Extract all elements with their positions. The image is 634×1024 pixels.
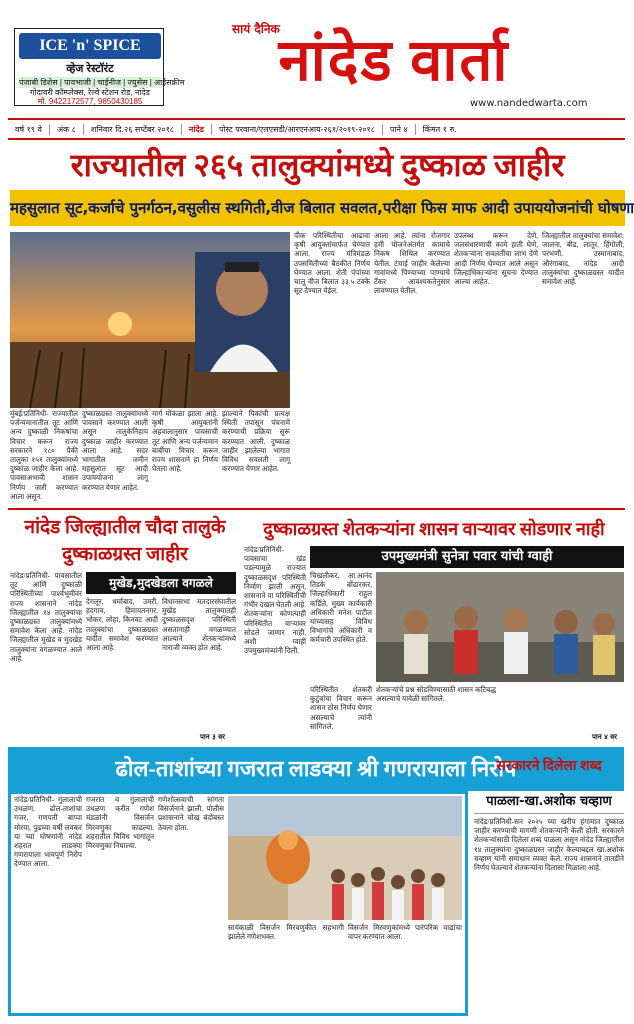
nanded-continued: पान ३ वर <box>200 733 225 741</box>
lead-col-6: आला आहे. त्यांना रोजगार हमी योजनेअंतर्गत कामाचे निकष शिथिल करण्यात येतील. टंचाई जाहीर केलेल्या गावांमध्ये पिण्याच्या पाण्याचे टँकर आवश्यकतेनुसार लावण्यात येतील. <box>374 232 450 296</box>
nanded-col-2: देगलूर, धर्माबाद, उमरी, हदगाव, हिमायतनगर, भोकर, लोहा, किनवट आदी तालुक्यांचा दुष्काळग्रस्त यादीत समावेश करण्यात आला आहे. <box>86 598 158 653</box>
ad-line-2: गोदावरी कॉम्प्लेक्स, रेल्वे स्टेशन रोड, नांदेड <box>30 88 150 97</box>
divider <box>8 508 625 510</box>
chavan-body: नांदेड/प्रतिनिधी-सन २०२५ च्या खरीप हंगामात दुष्काळ जाहीर करण्याची मागणी शेतकऱ्यांनी केली होती. सरकारने शेतकऱ्यांसाठी दिलेला शब्द पाळला असून नांदेड जिल्ह्यातील १४ तालुक्यांना दुष्काळग्रस्त जाहीर केल्याबद्दल खा.अशोक चव्हाण यांनी समाधान व्यक्त केले. राज्य शासनाने तातडीने निर्णय घेतल्याने शेतकऱ्यांना दिलासा मिळाला आहे. <box>474 818 624 873</box>
pawar-continued: पान ४ वर <box>592 733 617 741</box>
chavan-headline-top: सरकारने दिलेला शब्द <box>496 759 602 774</box>
ganesh-caption: सायंकाळी विसर्जन मिरवणुकीत सहभागी झालेले गणेशभक्त. <box>228 924 344 942</box>
pawar-col-3: परिस्थितीत शेतकरी कुटुंबांचा विचार करून शासन ठोस निर्णय घेणार असल्याचे त्यांनी सांगितले. <box>310 686 372 731</box>
ganesh-col-2: गजरात व गुलालाची उधळण करीत गणेश मंडळांनी विसर्जन मिरवणुका काढल्या. शहरातील विविध भागांतून मिरवणुका निघाल्या. <box>86 796 154 851</box>
nanded-col-3: विधानसभा मतदारसंघातील मुखेड तालुक्यातही दुष्काळसदृश परिस्थिती असतानाही वगळण्यात आल्याने शेतकऱ्यांमध्ये नाराजी व्यक्त होत आहे. <box>162 598 236 653</box>
year: वर्ष १९ वे <box>8 124 50 135</box>
ganesh-col-4: विसर्जन मिरवणुकांमध्ये पारंपरिक वाद्यांचा वापर करण्यात आला. <box>348 924 462 942</box>
city: नांदेड <box>182 124 212 135</box>
lead-headline: राज्यातील २६५ तालुक्यांमध्ये दुष्काळ जाहीर <box>70 147 565 183</box>
nanded-col-1: नांदेड/प्रतिनिधी- पावसातील तूट आणि दुष्काळी परिस्थितीच्या पार्श्वभूमीवर राज्य शासनाने नांदेड जिल्ह्यातील १४ तालुक्यांचा दुष्काळग्रस्त तालुक्यांमध्ये समावेश केला आहे. नांदेड जिल्ह्यातील मुखेड व मुदखेड तालुक्यांना वगळण्यात आले आहे. <box>10 572 82 663</box>
pages: पाने ४ <box>383 124 416 135</box>
ad-brand: ICE 'n' SPICE <box>19 33 161 59</box>
lead-col-5: पीक परिस्थितीचा आढावा कृषी आयुक्तांमार्फत घेण्यात आला. राज्य मंत्रिमंडळ उपसमितीच्या बैठकीत निर्णय घेण्यात आला. शेती पंपांच्या चालू वीज बिलात ३३.५ टक्के सूट देण्यात येईल. <box>294 232 370 296</box>
issue: अंक ८ <box>50 124 84 135</box>
lead-col-2: दुष्काळग्रस्त तालुक्यांमध्ये पावसाने करण्यात आली असून तालुकेनिहाय दुष्काळ जाहीर करण्यात आला आहे. सदर भागातील जमीन महसुलात सूट आदी उपाययोजना लागू करण्यात येणार आहेत. <box>82 410 148 492</box>
lead-col-8: जिल्ह्यातील तालुक्यांचा समावेश: जालना, बीड, लातूर, हिंगोली, परभणी, उस्मानाबाद, औरंगाबाद, नांदेड आदी तालुक्यांचा दुष्काळग्रस्त यादीत समावेश आहे. <box>542 232 624 287</box>
lead-col-7: उपलब्ध करून देणे, जलसंधारणाची कामे हाती घेणे, शेतकऱ्यांना सवलतींचा लाभ देणे आदी निर्णय घेण्यात आले असून जिल्हाधिकाऱ्यांना सूचना देण्यात आल्या आहेत. <box>454 232 538 287</box>
drought-field-photo <box>10 232 290 408</box>
paper-title: नांदेड वार्ता <box>278 28 510 93</box>
pawar-col-4: शेतकऱ्यांचे प्रश्न सोडविण्यासाठी शासन कटिबद्ध असल्याचे यावेळी सांगितले. <box>376 686 496 704</box>
ad-line-1: पंजाबी डिशेस | पावभाजी | चाईनीज | ज्युसेस | आईसक्रीम <box>19 78 185 87</box>
lead-col-3: मार्ग मोकळा झाला आहे. कृषी आयुक्तांनी अहवालानुसार पावसाची तूट आणि अन्य पर्जन्यमान बाबींचा विचार करून राज्य शासनाने हा निर्णय घेतला आहे. <box>152 410 218 474</box>
lead-photo <box>10 232 290 408</box>
date-bar <box>8 118 625 140</box>
postal: पोस्ट परवाना/एलएसडी/आरएनआय-२६१/२०१९-२०१८ <box>212 124 383 135</box>
pawar-col-1: नांदेड/प्रतिनिधी- पावसाचा खंड पडल्यामुळे राज्यात दुष्काळसदृश परिस्थिती निर्माण झाली असून, शासनाने या परिस्थितीची गंभीर दखल घेतली आहे. शेतकऱ्यांना कोणत्याही परिस्थितीत वाऱ्यावर सोडले जाणार नाही, अशी ग्वाही उपमुख्यमंत्र्यांनी दिली. <box>244 546 306 656</box>
restaurant-ad <box>14 28 185 106</box>
ganesh-headline: ढोल-ताशांच्या गजरात लाडक्या श्री गणरायाला निरोप <box>8 747 624 791</box>
pawar-photo <box>376 572 624 682</box>
pawar-headline: दुष्काळग्रस्त शेतकऱ्यांना शासन वाऱ्यावर सोडणार नाही <box>263 519 605 539</box>
lead-col-4: झाल्याने पिकांची प्रत्यक्ष स्थिती तपासून पंचनामे करण्याची प्रक्रिया सुरू करण्यात आली. दुष्काळ जाहीर झालेल्या भागात विविध सवलती लागू करण्यात येणार आहेत. <box>222 410 290 474</box>
nanded-headline: नांदेड जिल्ह्यातील चौदा तालुके दुष्काळग्रस्त जाहीर <box>24 517 226 565</box>
website[interactable]: www.nandedwarta.com <box>470 98 588 109</box>
date: शनिवार दि.२६ सप्टेंबर २०१८ <box>84 124 182 135</box>
lead-subhead: महसुलात सूट,कर्जाचे पुनर्गठन,वसुलीस स्थगिती,वीज बिलात सवलत,परीक्षा फिस माफ आदी उपाययोजनांची घोषणा <box>10 190 625 226</box>
nanded-subhead: मुखेड,मुदखेडला वगळले <box>86 572 236 594</box>
price: किंमत १ रु. <box>422 124 457 134</box>
ganesh-procession-photo <box>228 796 462 920</box>
meeting-crowd-photo <box>376 572 624 682</box>
lead-col-1: मुंबई/प्रतिनिधी- राज्यातील पर्जन्यमानातील तूट आणि अन्य दुष्काळी निकषांचा विचार करून राज्य सरकारने १८० पैकी तालुका १५१ तालुक्यांमध्ये दुष्काळ जाहीर केला आहे. पावसाअभावी शासन निर्णय जारी करण्यात आला असून. <box>10 410 78 501</box>
ganesh-photo <box>228 796 462 920</box>
pawar-col-2: चिखलीकर, आ.आनंद तिडके बोंढारकर, जिल्हाधिकारी राहुल कर्डिले, मुख्य कार्यकारी अधिकारी मनेश पाटील यांच्यासह विविध विभागांचे अधिकारी व कर्मचारी उपस्थित होते. <box>310 572 372 645</box>
paper-prefix: सायं दैनिक <box>232 22 280 36</box>
ganesh-col-1: नांदेड/प्रतिनिधी- गुलालाची उधळण, ढोल-ताशांचा गजर, गणपती बाप्पा मोरया, पुढच्या वर्षी लवकर या च्या घोषणांनी नांदेड शहरात लाडक्या गणरायाला भावपूर्ण निरोप देण्यात आला. <box>14 796 82 869</box>
ad-subtitle: व्हेज रेस्टॉरंट <box>66 63 114 75</box>
pawar-subhead: उपमुख्यमंत्री सुनेत्रा पवार यांची ग्वाही <box>310 546 624 568</box>
ganesh-col-3: गणेशोत्सवाची सांगता विसर्जनाने झाली. पोलीस प्रशासनाने चोख बंदोबस्त ठेवला होता. <box>158 796 224 832</box>
ad-line-3: मो. 9422172577, 9850430185 <box>37 97 143 106</box>
chavan-headline-bottom: पाळला-खा.अशोक चव्हाण <box>474 790 624 814</box>
